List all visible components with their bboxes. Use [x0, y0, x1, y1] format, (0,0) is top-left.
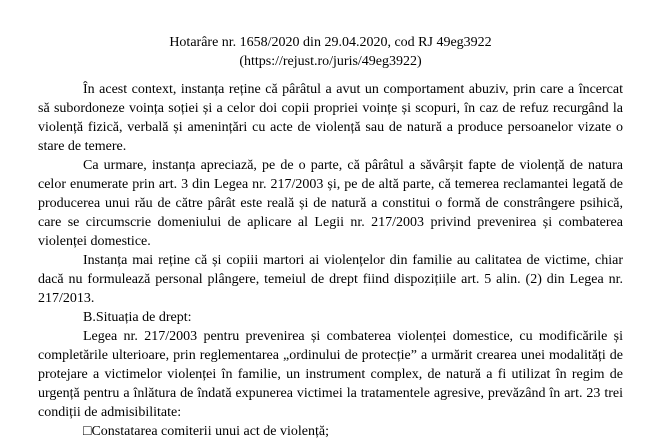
missing-glyph-box-icon: □ — [83, 424, 92, 439]
document-header — [38, 33, 623, 71]
paragraph-children-victims: Instanța mai reține că și copiii martori ai violențelor din familie au calitatea de victime, chiar dacă nu formulează personal plângere, temeiul de drept fiind dispozițiile art. 5 alin. (2) din Legea nr. 217/2013. — [38, 253, 623, 306]
list-item-text: Constatarea comiterii unui act de violență; — [91, 424, 329, 439]
list-item-admissibility-condition — [38, 422, 623, 441]
paragraph-law-217-2003: Legea nr. 217/2003 pentru prevenirea și combaterea violenței domestice, cu modificările și completările ulterioare, prin reglementarea „ordinului de protecție” a urmărit crearea unei modalități de protejare a victimelor violenței în familie, un instrument complex, de natură a fi utilizat în regim de urgență pentru a înlătura de îndată expunerea victimei la tratamentele agresive, prevăzând în art. 23 trei condiții de admisibilitate: — [38, 329, 623, 420]
section-heading-legal-situation: B.Situația de drept: — [83, 310, 192, 325]
paragraph-court-assessment: Ca urmare, instanța apreciază, pe de o parte, că pârâtul a săvârșit fapte de violență de natura celor enumerate prin art. 3 din Legea nr. 217/2003 și, pe de altă parte, că temerea reclamantei legată de producerea unui rău de către pârât este reală și de natură a constitui o formă de constrângere psihică, care se circumscrie domeniului de aplicare al Legii nr. 217/2003 privind prevenirea și combaterea violenței domestice. — [38, 158, 623, 249]
page-subtitle-url: (https://rejust.ro/juris/49eg3922) — [239, 54, 422, 69]
paragraph-abusive-behavior: În acest context, instanța reține că pârâtul a avut un comportament abuziv, prin care a încercat să subordoneze voința soției și a celor doi copii propriei voințe și scopuri, în caz de refuz recurgând la violență fizică, verbală și amenințări cu acte de violență sau de natură a produce persoanelor vizate o stare de temere. — [38, 82, 623, 154]
page-title: Hotarâre nr. 1658/2020 din 29.04.2020, cod RJ 49eg3922 — [169, 35, 492, 50]
